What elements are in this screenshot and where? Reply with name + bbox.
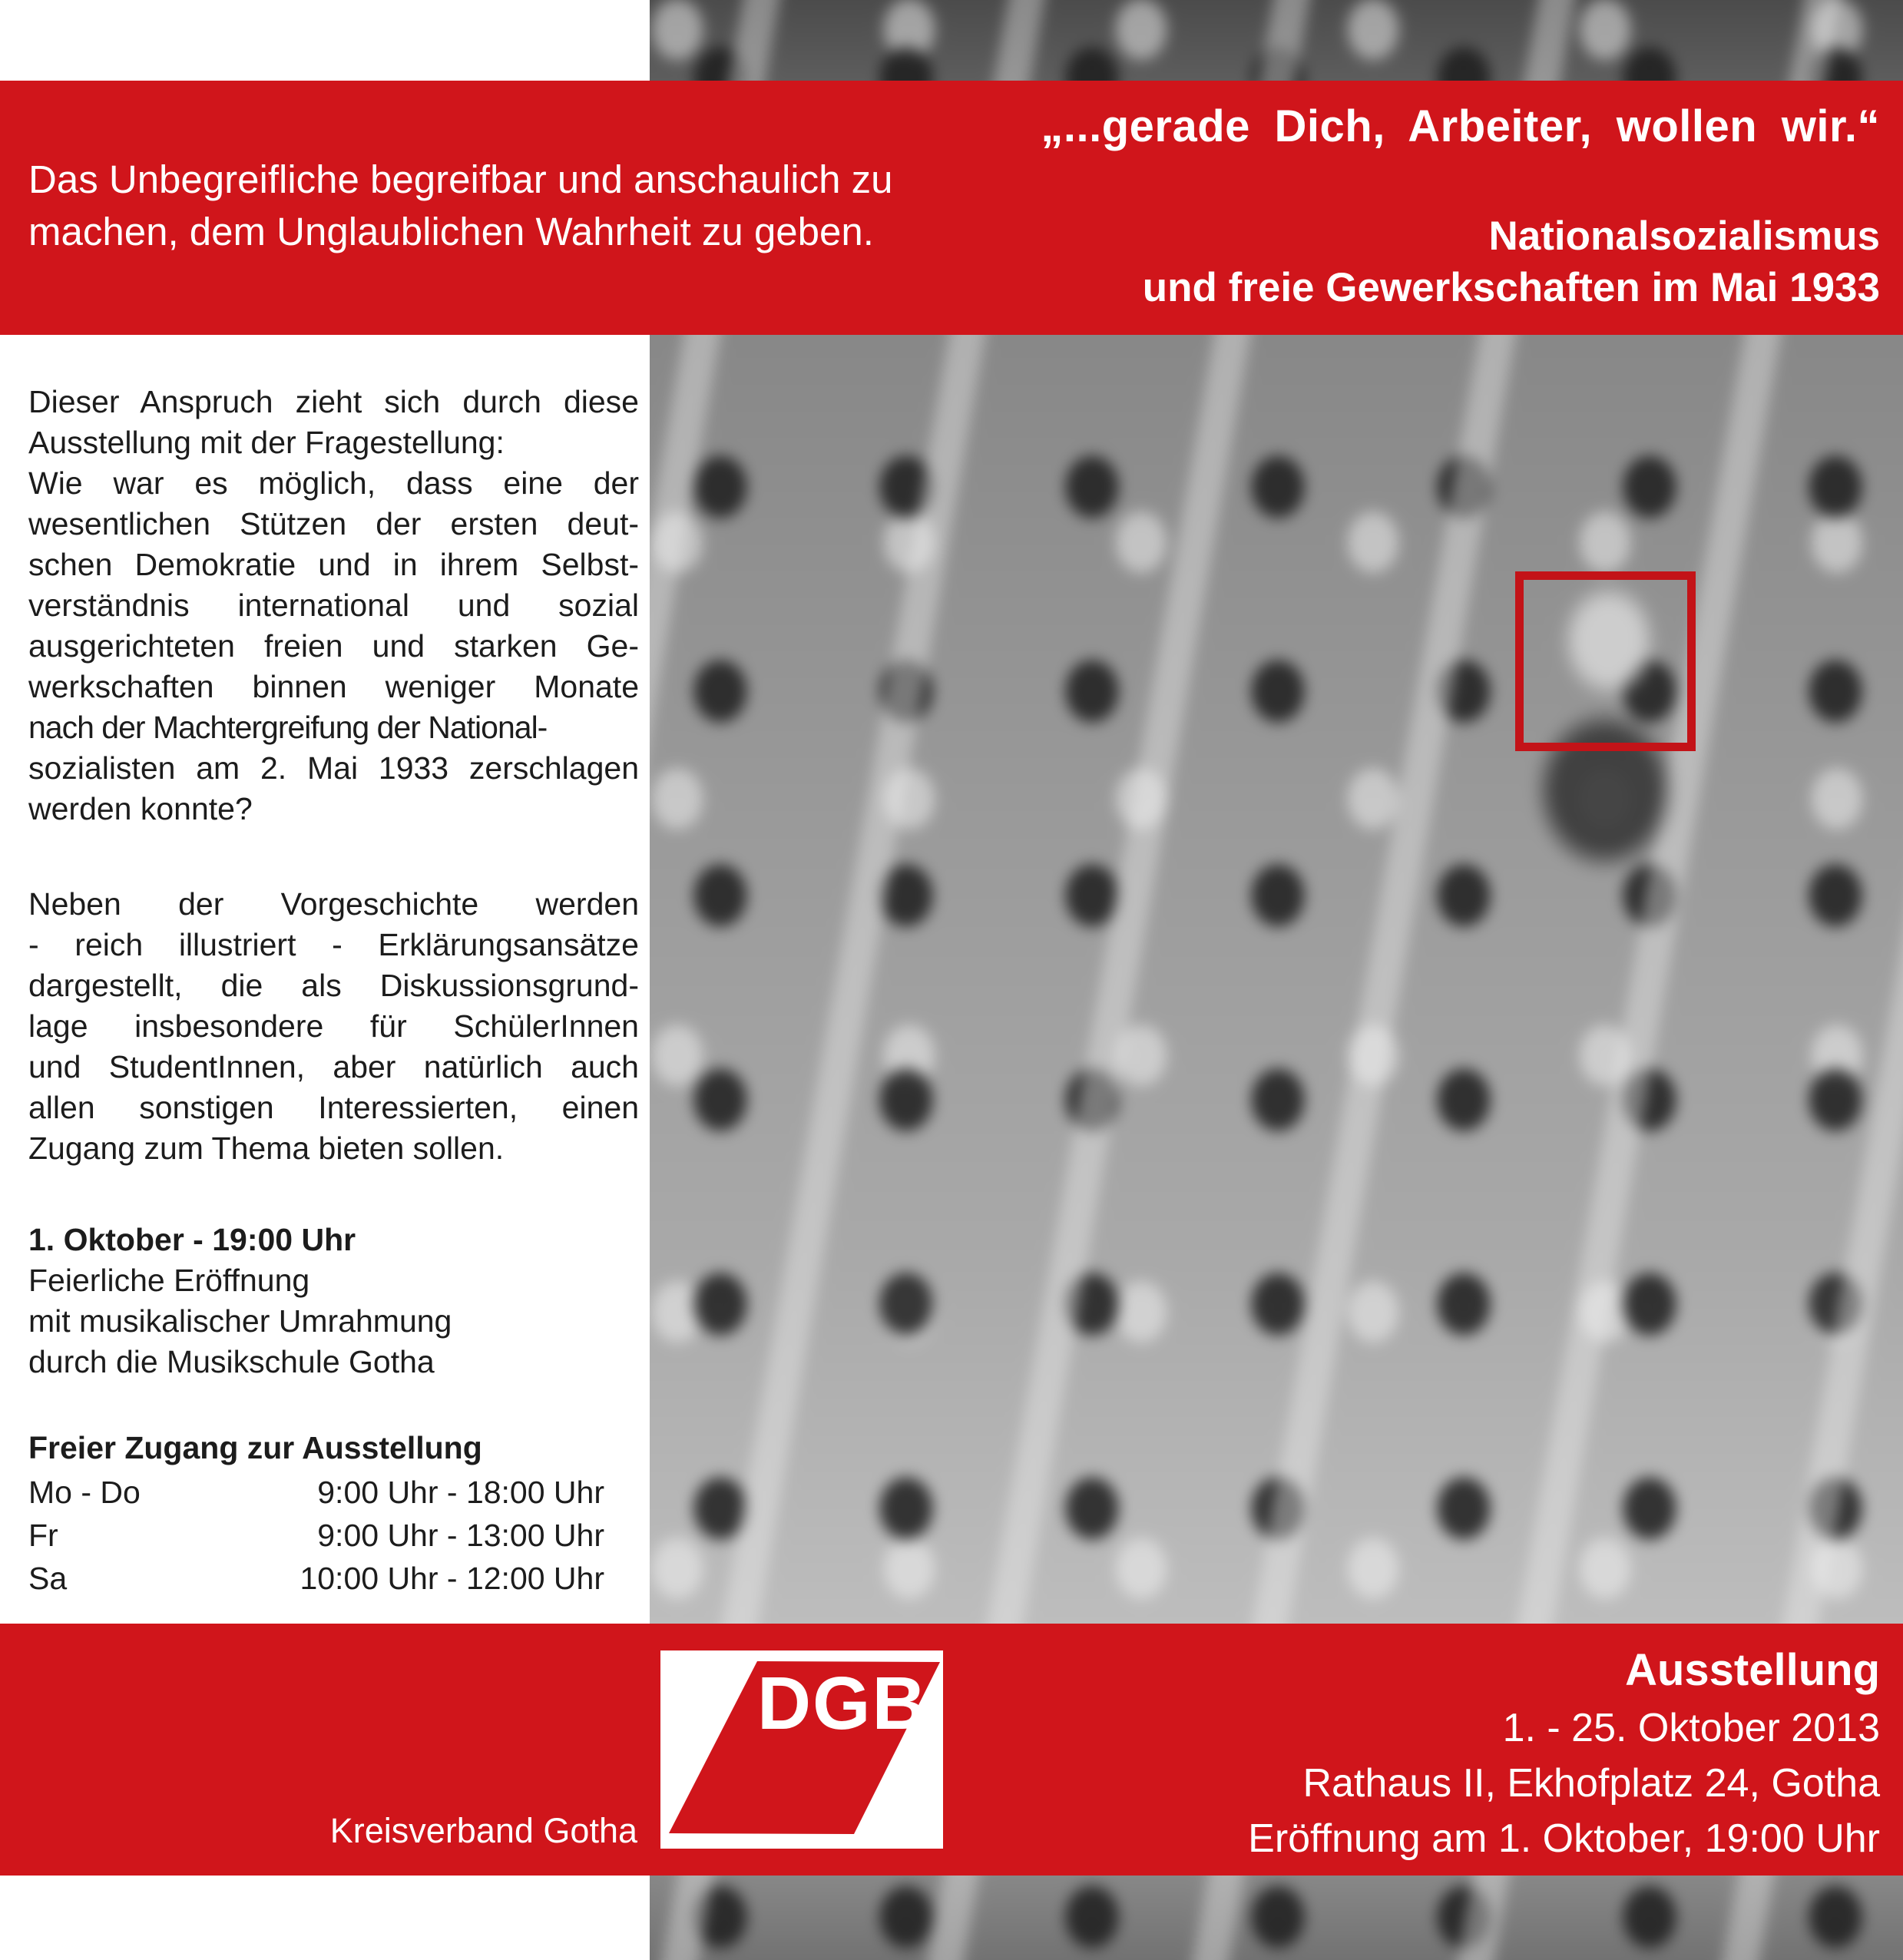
intro-line: und StudentInnen, aber natürlich auch [28, 1049, 639, 1084]
worker-quote-headline: „...gerade Dich, Arbeiter, wollen wir.“ [1041, 101, 1880, 151]
intro-line: Zugang zum Thema bieten sollen. [28, 1131, 505, 1166]
exhibition-title [1041, 210, 1880, 313]
hours-day: Mo - Do [28, 1475, 141, 1510]
dgb-logo-letters: DGB [757, 1661, 928, 1745]
footer-band [0, 1624, 1903, 1876]
opening-event-title: 1. Oktober - 19:00 Uhr [28, 1222, 356, 1257]
intro-line: Neben der Vorgeschichte werden [28, 886, 639, 922]
exhibition-label: Ausstellung [1625, 1645, 1880, 1695]
opening-hours-title: Freier Zugang zur Ausstellung [28, 1430, 482, 1465]
intro-line: schen Demokratie und in ihrem Selbst- [28, 547, 639, 582]
intro-line: werden konnte? [28, 791, 253, 826]
exhibition-title-line2: und freie Gewerkschaften im Mai 1933 [1142, 265, 1880, 310]
hours-day: Sa [28, 1561, 68, 1596]
highlight-frame [1515, 571, 1696, 751]
intro-paragraph-2 [28, 884, 639, 1169]
exhibition-details [1248, 1641, 1880, 1866]
exhibition-opening-time: Eröffnung am 1. Oktober, 19:00 Uhr [1248, 1816, 1880, 1861]
opening-event-line: durch die Musikschule Gotha [28, 1344, 435, 1379]
intro-line: dargestellt, die als Diskussionsgrund- [28, 968, 639, 1003]
opening-event [28, 1220, 639, 1382]
exhibition-location: Rathaus II, Ekhofplatz 24, Gotha [1302, 1761, 1880, 1806]
dgb-logo [660, 1650, 943, 1849]
hours-time: 10:00 Uhr - 12:00 Uhr [300, 1561, 604, 1596]
intro-line: allen sonstigen Interessierten, einen [28, 1090, 639, 1125]
dgb-logo-graphic [660, 1650, 943, 1849]
mission-quote-line2: machen, dem Unglaublichen Wahrheit zu geben. [28, 210, 874, 253]
body-column [28, 382, 639, 1600]
intro-line: ausgerichteten freien und starken Ge- [28, 628, 639, 664]
exhibition-title-line1: Nationalsozialismus [1488, 214, 1880, 259]
intro-line: Ausstellung mit der Fragestellung: [28, 425, 505, 460]
hours-day: Fr [28, 1518, 58, 1553]
exhibition-dates: 1. - 25. Oktober 2013 [1502, 1706, 1880, 1750]
opening-hours-row [28, 1557, 604, 1600]
opening-hours-row [28, 1471, 604, 1514]
mission-quote-line1: Das Unbegreifliche begreifbar und anschaulich zu [28, 157, 893, 201]
header-band [0, 81, 1903, 335]
org-name: Kreisverband Gotha [329, 1811, 637, 1850]
intro-line: Wie war es möglich, dass eine der [28, 465, 639, 501]
intro-line: wesentlichen Stützen der ersten deut- [28, 506, 639, 541]
mission-quote [28, 154, 893, 258]
opening-hours-row [28, 1514, 604, 1557]
hours-time: 9:00 Uhr - 13:00 Uhr [317, 1518, 604, 1553]
intro-line: sozialisten am 2. Mai 1933 zerschlagen [28, 750, 639, 786]
intro-line: lage insbesondere für SchülerInnen [28, 1008, 639, 1044]
intro-line: Dieser Anspruch zieht sich durch diese [28, 384, 639, 419]
opening-event-line: Feierliche Eröffnung [28, 1263, 310, 1298]
intro-line: nach der Machtergreifung der National- [28, 710, 548, 745]
opening-hours [28, 1428, 639, 1600]
header-right [1041, 101, 1880, 313]
intro-paragraph-1 [28, 382, 639, 829]
opening-event-line: mit musikalischer Umrahmung [28, 1303, 452, 1339]
intro-line: werkschaften binnen weniger Monate [28, 669, 639, 704]
intro-line: - reich illustriert - Erklärungsansätze [28, 927, 639, 962]
hours-time: 9:00 Uhr - 18:00 Uhr [317, 1475, 604, 1510]
intro-line: verständnis international und sozial [28, 588, 639, 623]
